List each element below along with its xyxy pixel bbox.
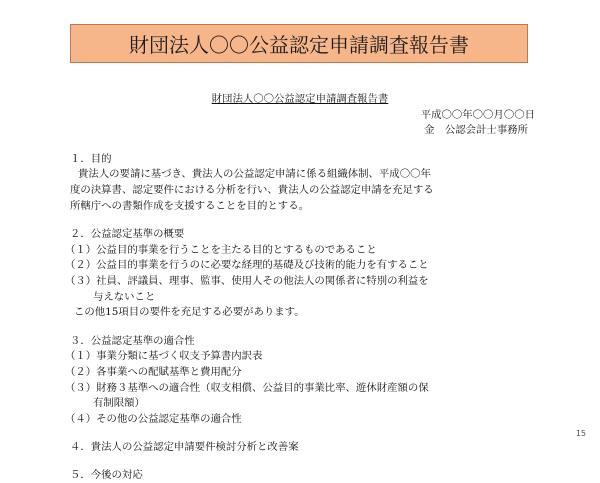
section-3-item: （１）事業分類に基づく収支予算書内訳表	[65, 350, 263, 363]
section-3-item: （４）その他の公益認定基準の適合性	[65, 412, 242, 425]
section-2-item: （１）公益目的事業を行うことを主たる目的とするものであること	[65, 243, 377, 256]
section-3-item: （３）財務３基準への適合性（収支相償、公益目的事業比率、遊休財産額の保	[65, 381, 429, 394]
slide-title: 財団法人〇〇公益認定申請調査報告書	[129, 33, 469, 57]
section-4-heading: ４．貴法人の公益認定申請要件検討分析と改善案	[70, 441, 299, 454]
document-author: 金 公認会計士事務所	[424, 124, 528, 137]
document-date: 平成〇〇年〇〇月〇〇日	[420, 108, 535, 121]
section-2-note: この他15項目の要件を充足する必要があります。	[74, 306, 305, 319]
slide-title-banner	[70, 24, 528, 63]
report-document	[60, 92, 540, 483]
document-title: 財団法人〇〇公益認定申請調査報告書	[211, 93, 389, 105]
section-5-heading: ５．今後の対応	[70, 468, 143, 481]
section-1-line: 貴法人の要請に基づき、貴法人の公益認定申請に係る組織体制、平成〇〇年	[78, 168, 431, 181]
section-3-heading: ３．公益認定基準の適合性	[70, 334, 195, 347]
section-3-item: （２）各事業への配賦基準と費用配分	[65, 365, 242, 378]
section-1-line: 所轄庁への書類作成を支援することを目的とする。	[70, 199, 309, 212]
section-1-line: 度の決算書、認定要件における分析を行い、貴法人の公益認定申請を充足する	[70, 183, 434, 196]
section-2-item-continuation: 与えないこと	[93, 290, 156, 303]
page-number: 15	[575, 429, 586, 438]
section-2-item: （３）社員、評議員、理事、監事、使用人その他法人の関係者に特別の利益を	[65, 274, 429, 287]
section-2-heading: ２．公益認定基準の概要	[70, 228, 185, 241]
section-2-item: （２）公益目的事業を行うのに必要な経理的基礎及び技術的能力を有すること	[65, 259, 429, 272]
section-1-heading: １．目的	[70, 152, 112, 165]
section-3-item-continuation: 有制限額）	[93, 397, 145, 410]
